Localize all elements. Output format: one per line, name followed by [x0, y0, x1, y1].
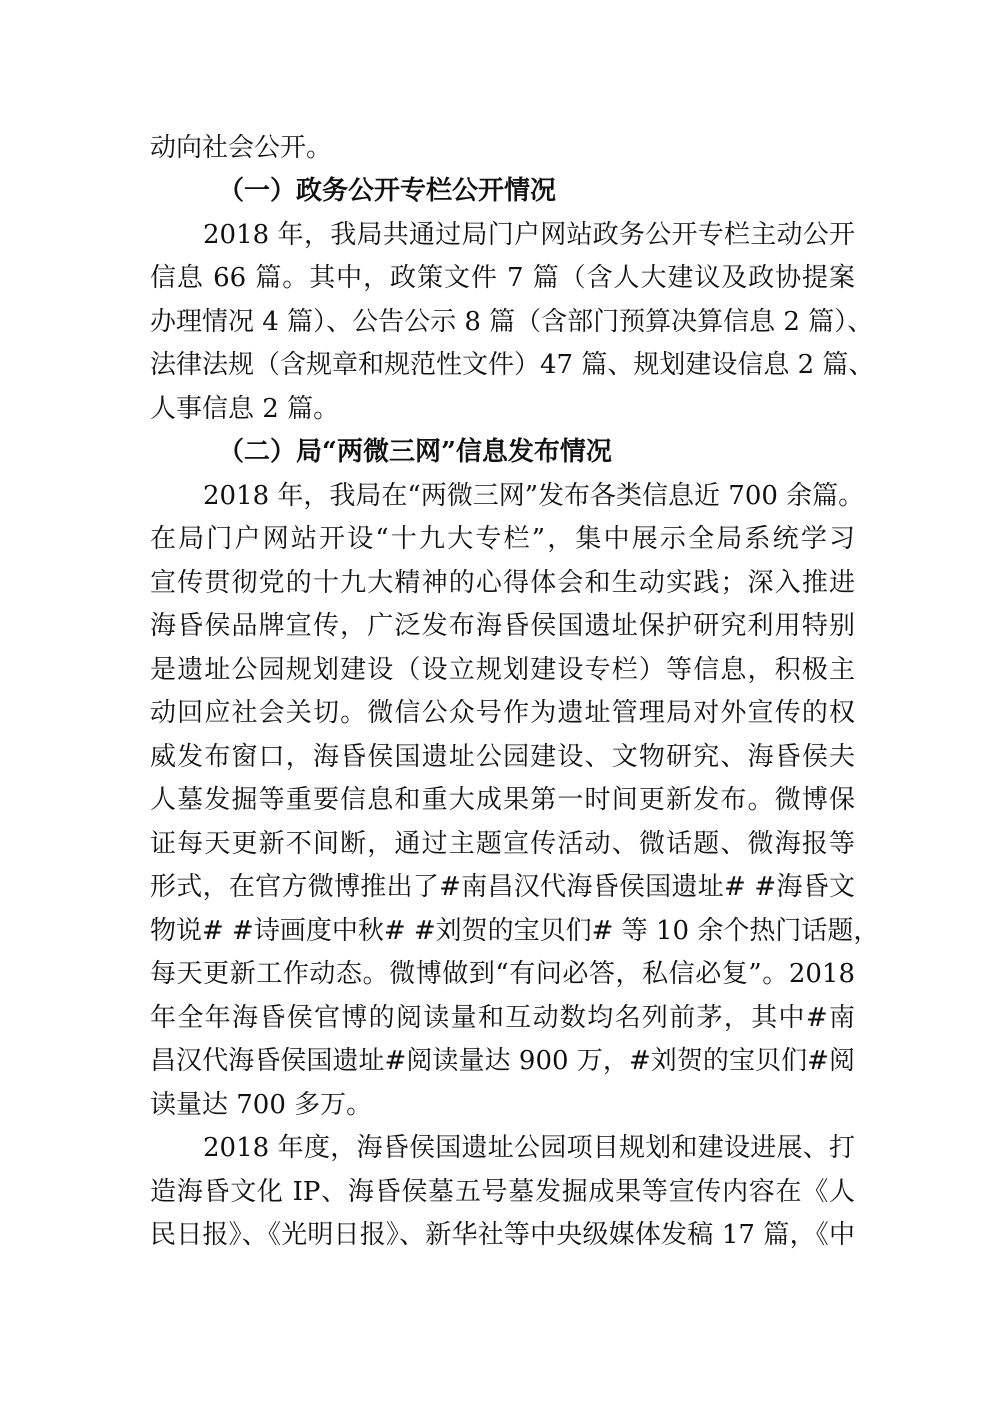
- text-line: 2018 年度，海昏侯国遗址公园项目规划和建设进展、打: [203, 1133, 855, 1163]
- text-line: 读量达 700 多万。: [150, 1090, 373, 1120]
- text-line: 2018 年，我局共通过局门户网站政务公开专栏主动公开: [203, 220, 855, 250]
- text-line: 造海昏文化 IP、海昏侯墓五号墓发掘成果等宣传内容在《人: [150, 1177, 855, 1207]
- text-line: 证每天更新不间断，通过主题宣传活动、微话题、微海报等: [150, 829, 855, 859]
- section-heading-2: （二）局“两微三网”信息发布情况: [218, 437, 612, 467]
- text-line: 法律法规（含规章和规范性文件）47 篇、规划建设信息 2 篇、: [150, 350, 875, 380]
- text-line: 2018 年，我局在“两微三网”发布各类信息近 700 余篇。: [203, 481, 865, 511]
- text-line: 每天更新工作动态。微博做到“有问必答，私信必复”。2018: [150, 959, 855, 989]
- text-line: 年全年海昏侯官博的阅读量和互动数均名列前茅，其中#南: [150, 1003, 855, 1033]
- text-line: 海昏侯品牌宣传，广泛发布海昏侯国遗址保护研究利用特别: [150, 611, 855, 641]
- text-line: 形式，在官方微博推出了#南昌汉代海昏侯国遗址# #海昏文: [150, 872, 855, 902]
- text-line: 是遗址公园规划建设（设立规划建设专栏）等信息，积极主: [150, 655, 855, 685]
- text-line: 信息 66 篇。其中，政策文件 7 篇（含人大建议及政协提案: [150, 263, 855, 293]
- text-line: 宣传贯彻党的十九大精神的心得体会和生动实践；深入推进: [150, 568, 855, 598]
- text-line: 人事信息 2 篇。: [150, 394, 340, 424]
- text-line: 威发布窗口，海昏侯国遗址公园建设、文物研究、海昏侯夫: [150, 742, 855, 772]
- section-heading-1: （一）政务公开专栏公开情况: [218, 176, 557, 206]
- text-line: 物说# #诗画度中秋# #刘贺的宝贝们# 等 10 余个热门话题，: [150, 916, 880, 946]
- text-line: 动向社会公开。: [150, 133, 333, 163]
- text-line: 办理情况 4 篇）、公告公示 8 篇（含部门预算决算信息 2 篇）、: [150, 307, 874, 337]
- text-line: 人墓发掘等重要信息和重大成果第一时间更新发布。微博保: [150, 785, 855, 815]
- text-line: 昌汉代海昏侯国遗址#阅读量达 900 万，#刘贺的宝贝们#阅: [150, 1046, 855, 1076]
- text-line: 在局门户网站开设“十九大专栏”，集中展示全局系统学习: [150, 524, 855, 554]
- text-line: 民日报》、《光明日报》、新华社等中央级媒体发稿 17 篇，《中: [150, 1220, 855, 1250]
- text-line: 动回应社会关切。微信公众号作为遗址管理局对外宣传的权: [150, 698, 855, 728]
